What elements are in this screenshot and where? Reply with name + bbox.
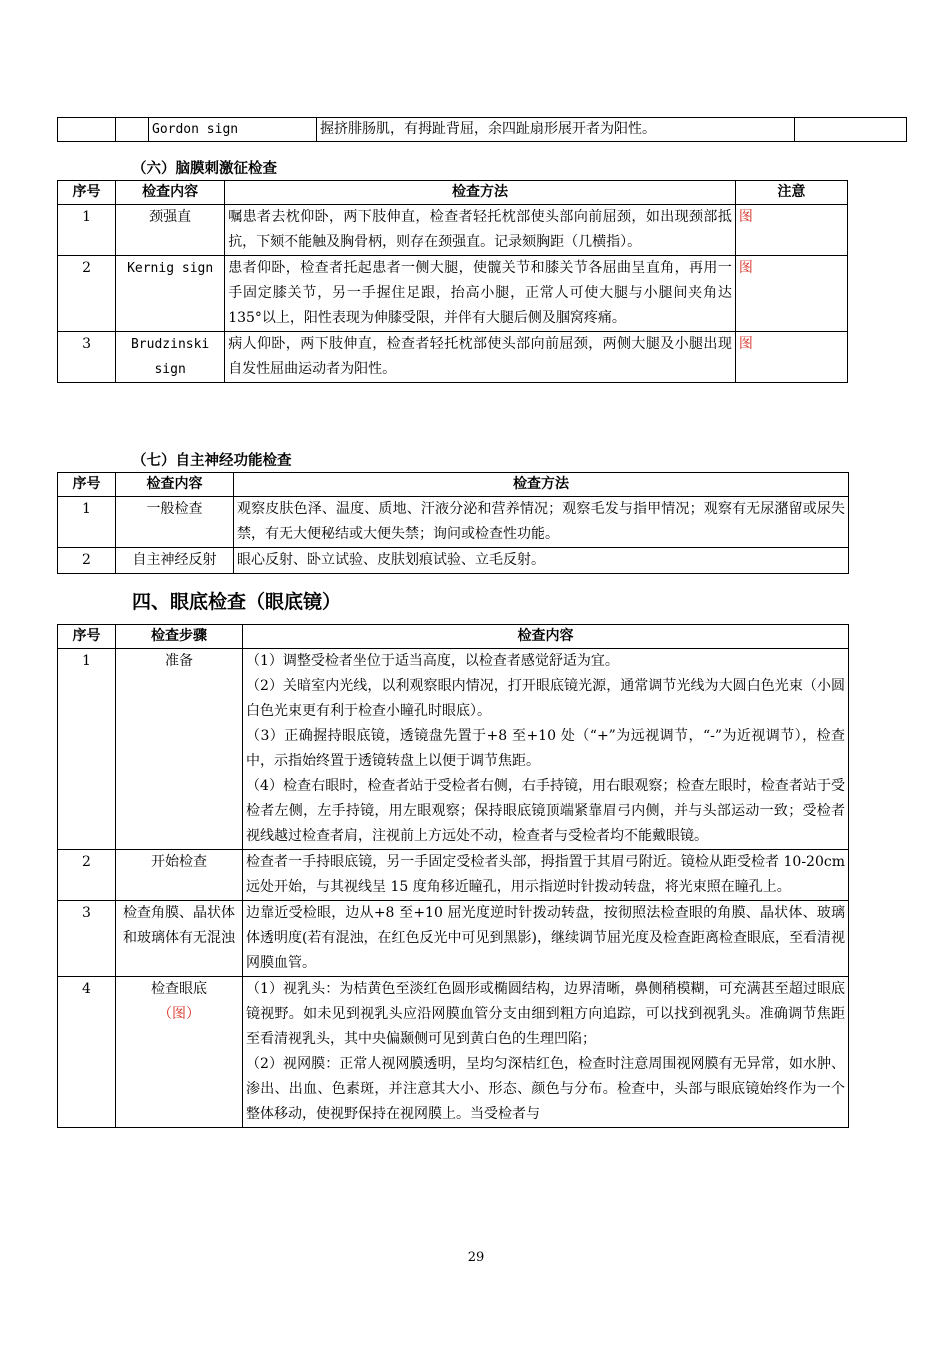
header-item: 检查内容 — [116, 181, 225, 205]
header-step: 检查步骤 — [116, 625, 243, 649]
cell-no: 1 — [58, 205, 116, 256]
cell-item: 一般检查 — [116, 497, 234, 548]
cell-content — [243, 649, 849, 850]
figure-link[interactable]: （图） — [158, 1006, 200, 1022]
header-note: 注意 — [735, 181, 847, 205]
cell-method: 观察皮肤色泽、温度、质地、汗液分泌和营养情况；观察毛发与指甲情况；观察有无尿潴留或尿失禁，有无大便秘结或大便失禁；询问或检查性功能。 — [234, 497, 849, 548]
section-heading-meningeal: （六）脑膜刺激征检查 — [132, 161, 277, 177]
content-paragraph: （3）正确握持眼底镜，透镜盘先置于+8 至+10 处（“+”为远视调节，“-”为近视调节），检查中，示指始终置于透镜转盘上以便于调节焦距。 — [246, 728, 845, 769]
header-no: 序号 — [58, 181, 116, 205]
table-row — [58, 977, 849, 1128]
header-no: 序号 — [58, 625, 116, 649]
table-header-row — [58, 625, 849, 649]
cell-sign-name: Gordon sign — [149, 118, 317, 142]
header-content: 检查内容 — [243, 625, 849, 649]
cell-note — [795, 118, 907, 142]
content-paragraph: 边靠近受检眼，边从+8 至+10 屈光度逆时针拨动转盘，按彻照法检查眼的角膜、晶状体、玻璃体透明度(若有混浊，在红色反光中可见到黑影)，继续调节屈光度及检查距离检查眼底，至看清视网膜血管。 — [246, 905, 845, 971]
content-paragraph: （1）调整受检者坐位于适当高度，以检查者感觉舒适为宜。 — [246, 653, 619, 669]
cell-step — [116, 977, 243, 1128]
table-row — [58, 850, 849, 901]
page-number: 29 — [467, 1250, 485, 1265]
step-label: 检查眼底 — [151, 981, 207, 997]
cell-content — [243, 850, 849, 901]
content-paragraph: （4）检查右眼时，检查者站于受检者右侧，右手持镜，用右眼观察；检查左眼时，检查者站于受检者左侧，左手持镜，用左眼观察；保持眼底镜顶端紧靠眉弓内侧，并与头部运动一致；受检者视线越过检查者肩，注视前上方远处不动，检查者与受检者均不能戴眼镜。 — [246, 778, 845, 844]
content-paragraph: （2）关暗室内光线，以利观察眼内情况，打开眼底镜光源，通常调节光线为大圆白色光束（小圆白色光束更有利于检查小瞳孔时眼底）。 — [246, 678, 845, 719]
reflex-table-continued — [57, 117, 907, 142]
cell-item: 自主神经反射 — [116, 548, 234, 574]
content-paragraph: （1）视乳头：为桔黄色至淡红色圆形或椭圆结构，边界清晰，鼻侧稍模糊，可充满甚至超过眼底镜视野。如未见到视乳头应沿网膜血管分支由细到粗方向追踪，可以找到视乳头。准确调节焦距至看清视乳头，其中央偏颞侧可见到黄白色的生理凹陷； — [246, 981, 845, 1047]
cell-content — [243, 901, 849, 977]
figure-link[interactable]: 图 — [735, 256, 847, 332]
autonomic-table — [57, 472, 849, 574]
cell-no: 4 — [58, 977, 116, 1128]
section-heading-fundus: 四、眼底检查（眼底镜） — [132, 591, 342, 613]
table-row — [58, 497, 849, 548]
header-no: 序号 — [58, 473, 116, 497]
section-heading-autonomic: （七）自主神经功能检查 — [132, 453, 292, 469]
header-method: 检查方法 — [234, 473, 849, 497]
table-row — [58, 118, 907, 142]
table-header-row — [58, 473, 849, 497]
table-row — [58, 205, 848, 256]
figure-link[interactable]: 图 — [735, 332, 847, 383]
content-paragraph: 检查者一手持眼底镜，另一手固定受检者头部，拇指置于其眉弓附近。镜检从距受检者 10-20cm 远处开始，与其视线呈 15 度角移近瞳孔，用示指逆时针拨动转盘，将光束照在瞳孔上。 — [246, 854, 845, 895]
table-row — [58, 332, 848, 383]
fundus-table — [57, 624, 849, 1128]
cell-item: Brudzinski sign — [116, 332, 225, 383]
cell-no: 1 — [58, 497, 116, 548]
cell-no: 2 — [58, 850, 116, 901]
figure-link[interactable]: 图 — [735, 205, 847, 256]
meningeal-table — [57, 180, 848, 383]
table-row — [58, 256, 848, 332]
table-row — [58, 548, 849, 574]
cell-no: 2 — [58, 548, 116, 574]
table-row — [58, 649, 849, 850]
table-header-row — [58, 181, 848, 205]
cell-method: 眼心反射、卧立试验、皮肤划痕试验、立毛反射。 — [234, 548, 849, 574]
table-row — [58, 901, 849, 977]
cell-no: 2 — [58, 256, 116, 332]
cell-method: 嘱患者去枕仰卧，两下肢伸直，检查者轻托枕部使头部向前屈颈，如出现颈部抵抗，下颏不能触及胸骨柄，则存在颈强直。记录颏胸距（几横指）。 — [225, 205, 736, 256]
cell-step: 检查角膜、晶状体和玻璃体有无混浊 — [116, 901, 243, 977]
cell-method: 患者仰卧，检查者托起患者一侧大腿，使髋关节和膝关节各屈曲呈直角，再用一手固定膝关节，另一手握住足跟，抬高小腿，正常人可使大腿与小腿间夹角达 135°以上，阳性表现为伸膝受限，并伴有大腿后侧及腘窝疼痛。 — [225, 256, 736, 332]
cell-step: 准备 — [116, 649, 243, 850]
cell-no — [58, 118, 116, 142]
cell-item: Kernig sign — [116, 256, 225, 332]
header-item: 检查内容 — [116, 473, 234, 497]
cell-method: 握挤腓肠肌，有拇趾背屈，余四趾扇形展开者为阳性。 — [317, 118, 795, 142]
cell-no: 3 — [58, 901, 116, 977]
cell-method: 病人仰卧，两下肢伸直，检查者轻托枕部使头部向前屈颈，两侧大腿及小腿出现自发性屈曲运动者为阳性。 — [225, 332, 736, 383]
cell-step: 开始检查 — [116, 850, 243, 901]
content-paragraph: （2）视网膜：正常人视网膜透明，呈均匀深桔红色，检查时注意周围视网膜有无异常，如水肿、渗出、出血、色素斑，并注意其大小、形态、颜色与分布。检查中，头部与眼底镜始终作为一个整体移动，使视野保持在视网膜上。当受检者与 — [246, 1056, 845, 1122]
header-method: 检查方法 — [225, 181, 736, 205]
cell-blank — [116, 118, 149, 142]
cell-no: 3 — [58, 332, 116, 383]
cell-no: 1 — [58, 649, 116, 850]
cell-content — [243, 977, 849, 1128]
cell-item: 颈强直 — [116, 205, 225, 256]
